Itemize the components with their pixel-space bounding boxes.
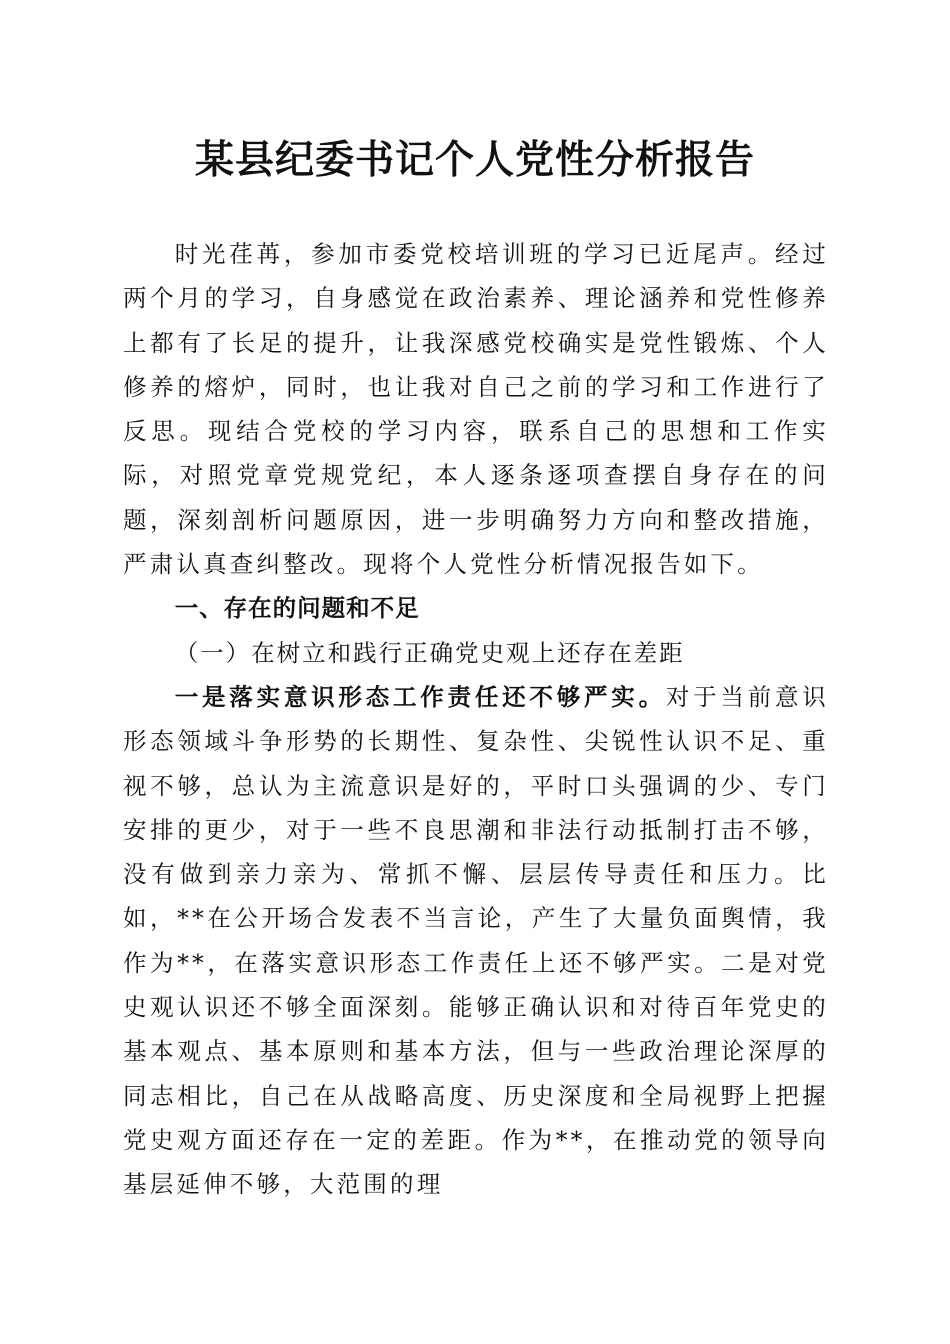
- body-paragraph: [123, 675, 829, 1207]
- document-title: 某县纪委书记个人党性分析报告: [194, 137, 755, 183]
- paragraph-body-text: 对于当前意识形态领域斗争形势的长期性、复杂性、尖锐性认识不足、重视不够，总认为主流意识是好的，平时口头强调的少、专门安排的更少，对于一些不良思潮和非法行动抵制打击不够，没有做到亲力亲为、常抓不懈、层层传导责任和压力。比如，**在公开场合发表不当言论，产生了大量负面舆情，我作为**，在落实意识形态工作责任上还不够严实。二是对党史观认识还不够全面深刻。能够正确认识和对待百年党史的基本观点、基本原则和基本方法，但与一些政治理论深厚的同志相比，自己在从战略高度、历史深度和全局视野上把握党史观方面还存在一定的差距。作为**，在推动党的领导向基层延伸不够，大范围的理: [123, 682, 829, 1199]
- paragraph-lead-sentence: 一是落实意识形态工作责任还不够严实。: [174, 682, 666, 711]
- subsection-heading: （一）在树立和践行正确党史观上还存在差距: [174, 638, 685, 667]
- intro-paragraph: 时光荏苒，参加市委党校培训班的学习已近尾声。经过两个月的学习，自身感觉在政治素养、理论涵养和党性修养上都有了长足的提升，让我深感党校确实是党性锻炼、个人修养的熔炉，同时，也让我对自己之前的学习和工作进行了反思。现结合党校的学习内容，联系自己的思想和工作实际，对照党章党规党纪，本人逐条逐项查摆自身存在的问题，深刻剖析问题原因，进一步明确努力方向和整改措施，严肃认真查纠整改。现将个人党性分析情况报告如下。: [123, 240, 829, 579]
- section-heading: 一、存在的问题和不足: [174, 594, 420, 623]
- document-body: [123, 232, 829, 1207]
